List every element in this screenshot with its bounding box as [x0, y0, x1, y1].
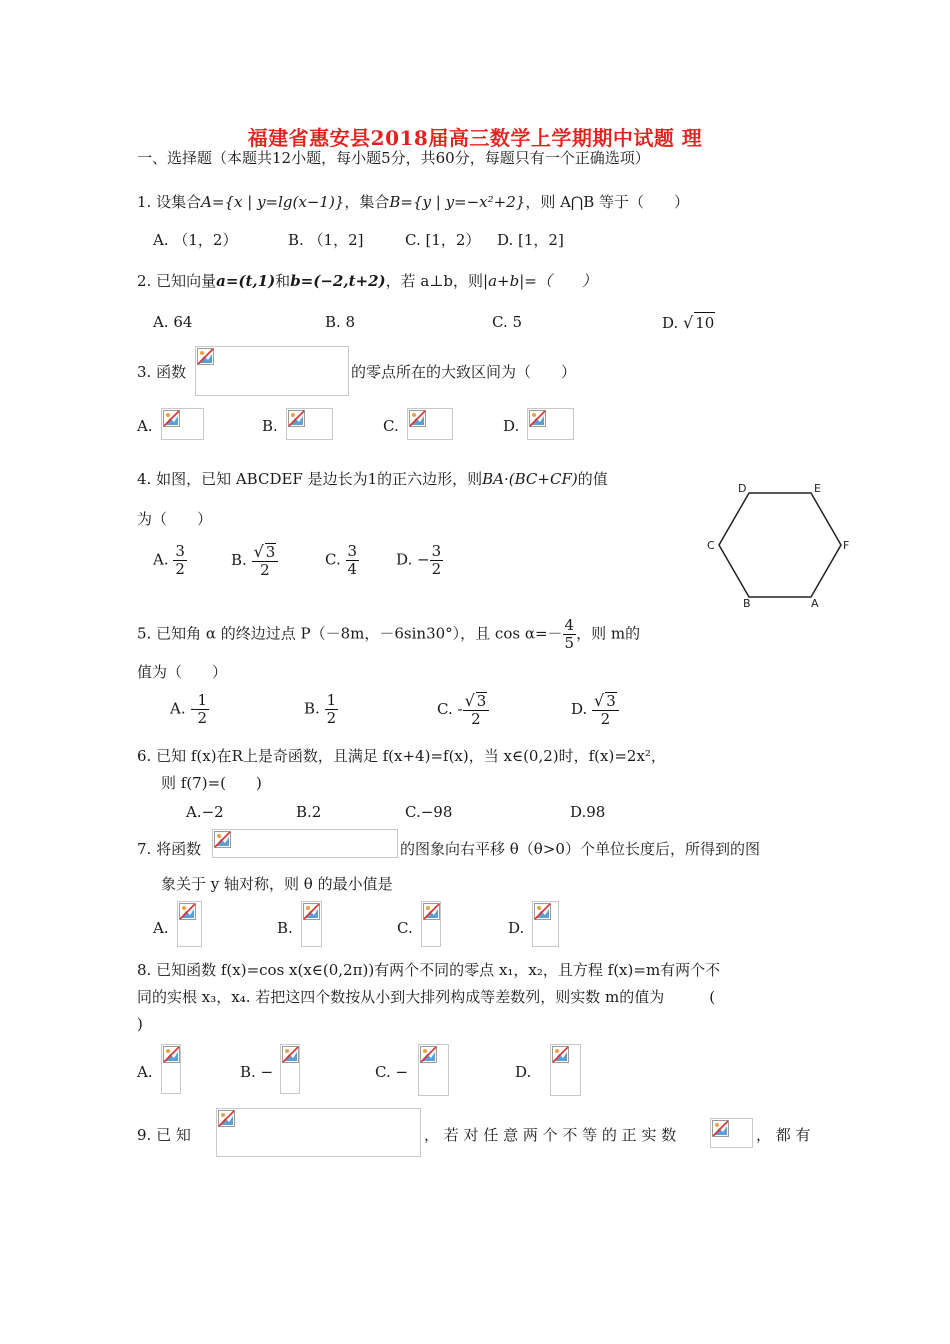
- q7-line2: 象关于 y 轴对称，则 θ 的最小值是: [161, 875, 393, 893]
- q1-option-c: C. [1，2）: [405, 231, 481, 249]
- q8-option-a-label: A.: [137, 1063, 153, 1081]
- broken-image-icon: [179, 903, 196, 920]
- q2-prefix: 2. 已知向量: [137, 272, 217, 290]
- q5-option-c: [437, 692, 489, 728]
- denominator: 2: [471, 710, 481, 728]
- q9-suffix: ， 都 有: [756, 1126, 811, 1144]
- q1-option-a: A. （1，2）: [153, 231, 238, 249]
- q8-option-b-label: B. −: [240, 1063, 274, 1081]
- question-1: [137, 192, 689, 212]
- broken-image-icon: [420, 1046, 437, 1063]
- q2-vector-b: b=(−2,t+2): [290, 272, 386, 290]
- denominator: 2: [326, 709, 337, 727]
- q4-line1: 4. 如图，已知 ABCDEF 是边长为1的正六边形，则: [137, 470, 483, 488]
- q4-line2: 为（ ）: [137, 510, 213, 528]
- q7-option-b-image: [301, 901, 322, 947]
- q5-option-a-fraction: [195, 692, 209, 727]
- q8-option-c-label: C. −: [375, 1063, 409, 1081]
- q8-option-b-image: [280, 1044, 300, 1094]
- q4-option-a-fraction: [173, 543, 187, 578]
- q6-option-a: A.−2: [186, 803, 224, 821]
- denominator: 4: [347, 560, 358, 578]
- q2-and: 和: [275, 272, 291, 290]
- vertex-label-c: C: [707, 539, 715, 552]
- broken-image-icon: [214, 831, 231, 848]
- broken-image-icon: [303, 903, 320, 920]
- q4-option-a: [153, 543, 187, 578]
- numerator: 1: [197, 691, 208, 709]
- q3-prefix: 3. 函数: [137, 363, 187, 381]
- sqrt-symbol: √: [253, 542, 264, 561]
- q8-option-c-image: [418, 1044, 449, 1096]
- q5-tail: ，则 m的: [576, 624, 641, 643]
- sqrt-symbol: √: [464, 691, 475, 710]
- q8-line3: ): [137, 1015, 143, 1033]
- q4-expression: BA·(BC+CF): [482, 470, 578, 488]
- q4-option-c-fraction: [346, 543, 360, 578]
- q2-ask: |a+b|=（ ）: [483, 272, 597, 290]
- q1-set-b: B={y | y=−x²+2}: [389, 193, 526, 211]
- radicand: 3: [606, 692, 616, 710]
- q1-set-a: A={x | y=lg(x−1)}: [201, 193, 345, 211]
- q3-suffix: 的零点所在的大致区间为（ ）: [351, 363, 577, 381]
- q2-cond: ，若 a⊥b，则: [385, 272, 484, 290]
- numerator: 3: [175, 542, 185, 560]
- q2-option-d: [662, 312, 715, 333]
- q4-option-b-fraction: [252, 543, 279, 579]
- q3-option-d-label: D.: [503, 417, 520, 435]
- q2-option-c: C. 5: [492, 313, 523, 331]
- denominator: 2: [260, 561, 270, 579]
- q3-function-image: [195, 346, 349, 396]
- q8-option-a-image: [161, 1044, 181, 1094]
- numerator: 4: [564, 616, 575, 634]
- numerator: [252, 543, 279, 562]
- radicand: 3: [265, 543, 276, 561]
- broken-image-icon: [534, 903, 551, 920]
- denominator: 2: [431, 560, 442, 578]
- q7-option-c-image: [421, 901, 441, 947]
- broken-image-icon: [409, 410, 426, 427]
- broken-image-icon: [552, 1046, 569, 1063]
- q4-option-d-sign: −: [417, 550, 430, 569]
- q5-line1: 5. 已知角 α 的终边过点 P（－8m，－6sin30°），且 cos α=－: [137, 624, 563, 643]
- q4-option-c-label: C.: [325, 550, 341, 569]
- q5-option-d-label: D.: [571, 700, 588, 718]
- q5-option-b: [304, 692, 338, 727]
- q2-option-d-radicand: 10: [695, 314, 715, 332]
- q5-option-d: [571, 692, 619, 728]
- q5-option-b-label: B.: [304, 699, 320, 718]
- q6-option-d: D.98: [570, 803, 606, 821]
- q2-vector-a: a=(t,1): [216, 272, 276, 290]
- q2-option-a: A. 64: [153, 313, 193, 331]
- vertex-label-a: A: [811, 597, 819, 610]
- section-heading: 一、选择题（本题共12小题，每小题5分，共60分，每题只有一个正确选项）: [137, 149, 650, 167]
- sqrt-symbol: √: [594, 691, 605, 710]
- q6-option-b: B.2: [296, 803, 322, 821]
- q3-option-c-image: [407, 408, 453, 440]
- broken-image-icon: [423, 903, 440, 920]
- q3-option-a-image: [161, 408, 204, 440]
- q1-mid: ，集合: [344, 193, 390, 211]
- denominator: 2: [175, 560, 185, 578]
- hexagon-figure: [700, 476, 860, 612]
- q4-tail: 的值: [577, 470, 608, 488]
- numerator: 3: [347, 542, 358, 560]
- q7-suffix: 的图象向右平移 θ（θ>0）个单位长度后，所得到的图: [400, 840, 760, 858]
- q9-variables-image: [710, 1118, 753, 1148]
- hexagon-shape: [719, 493, 841, 597]
- q3-option-c-label: C.: [383, 417, 399, 435]
- q5-option-d-fraction: [592, 692, 619, 728]
- q4-option-d: [396, 543, 443, 578]
- q1-option-d: D. [1，2]: [497, 231, 564, 249]
- q8-line1: 8. 已知函数 f(x)=cos x(x∈(0,2π))有两个不同的零点 x₁，x₂，且方程 f(x)=m有两个不: [137, 961, 721, 979]
- q1-suffix: ，则 A⋂B 等于（ ）: [525, 193, 690, 211]
- broken-image-icon: [529, 410, 546, 427]
- q9-mid: ， 若 对 任 意 两 个 不 等 的 正 实 数: [424, 1126, 677, 1144]
- q6-line2: 则 f(7)=( ): [161, 774, 262, 792]
- broken-image-icon: [163, 410, 180, 427]
- vertex-label-e: E: [814, 482, 821, 495]
- q9-prefix: 9. 已 知: [137, 1126, 191, 1144]
- question-4: [137, 469, 608, 489]
- broken-image-icon: [288, 410, 305, 427]
- broken-image-icon: [282, 1046, 299, 1063]
- q1-prefix: 1. 设集合: [137, 193, 202, 211]
- broken-image-icon: [712, 1120, 729, 1137]
- q5-option-a-label: A.: [170, 699, 186, 718]
- q7-option-c-label: C.: [397, 919, 413, 937]
- broken-image-icon: [218, 1110, 235, 1127]
- page-title: 福建省惠安县2018届高三数学上学期期中试题 理: [247, 126, 703, 150]
- q5-option-b-fraction: [325, 692, 339, 727]
- question-2: [137, 271, 597, 291]
- q6-line1: 6. 已知 f(x)在R上是奇函数，且满足 f(x+4)=f(x)，当 x∈(0,2)时，f(x)=2x²，: [137, 747, 666, 765]
- q4-option-c: [325, 543, 359, 578]
- q5-option-c-sign: -: [457, 700, 463, 718]
- q5-fraction: [563, 617, 577, 652]
- q1-option-b: B. （1，2]: [288, 231, 364, 249]
- q7-option-b-label: B.: [277, 919, 293, 937]
- vertex-label-d: D: [738, 482, 747, 495]
- q8-option-d-image: [550, 1044, 581, 1096]
- q5-option-c-fraction: [463, 692, 490, 728]
- vertex-label-f: F: [843, 539, 850, 552]
- q7-option-d-image: [532, 901, 559, 947]
- denominator: 2: [197, 709, 208, 727]
- broken-image-icon: [163, 1046, 180, 1063]
- vertex-label-b: B: [743, 597, 751, 610]
- q3-option-b-image: [286, 408, 333, 440]
- sqrt-symbol: √: [683, 313, 694, 332]
- q4-option-d-fraction: [430, 543, 444, 578]
- q4-option-d-label: D.: [396, 550, 413, 569]
- q5-option-a: [170, 692, 209, 727]
- numerator: [592, 692, 619, 711]
- denominator: 5: [564, 634, 575, 652]
- q2-option-b: B. 8: [325, 313, 356, 331]
- q5-option-c-label: C.: [437, 700, 453, 718]
- question-5: [137, 617, 640, 652]
- radicand: 3: [476, 692, 487, 710]
- numerator: 1: [326, 691, 337, 709]
- denominator: 2: [600, 710, 611, 728]
- q3-option-d-image: [527, 408, 574, 440]
- broken-image-icon: [197, 348, 214, 365]
- q7-option-d-label: D.: [508, 919, 525, 937]
- q4-option-b-label: B.: [231, 551, 247, 569]
- q2-option-d-label: D.: [662, 314, 679, 332]
- q8-option-d-label: D.: [515, 1063, 532, 1081]
- q4-option-b: [231, 543, 278, 579]
- q7-option-a-image: [177, 901, 202, 947]
- q5-option-a-sign: -: [190, 699, 196, 718]
- q9-function-image: [216, 1108, 421, 1157]
- q7-option-a-label: A.: [153, 919, 169, 937]
- q8-line2: 同的实根 x₃，x₄. 若把这四个数按从小到大排列构成等差数列，则实数 m的值为 (: [137, 988, 716, 1006]
- q7-function-image: [212, 829, 398, 858]
- q5-line2: 值为（ ）: [137, 663, 228, 681]
- q4-option-a-label: A.: [153, 550, 169, 569]
- q3-option-a-label: A.: [137, 417, 153, 435]
- numerator: [463, 692, 490, 711]
- q3-option-b-label: B.: [262, 417, 278, 435]
- q6-option-c: C.−98: [405, 803, 453, 821]
- q7-prefix: 7. 将函数: [137, 840, 202, 858]
- numerator: 3: [431, 542, 442, 560]
